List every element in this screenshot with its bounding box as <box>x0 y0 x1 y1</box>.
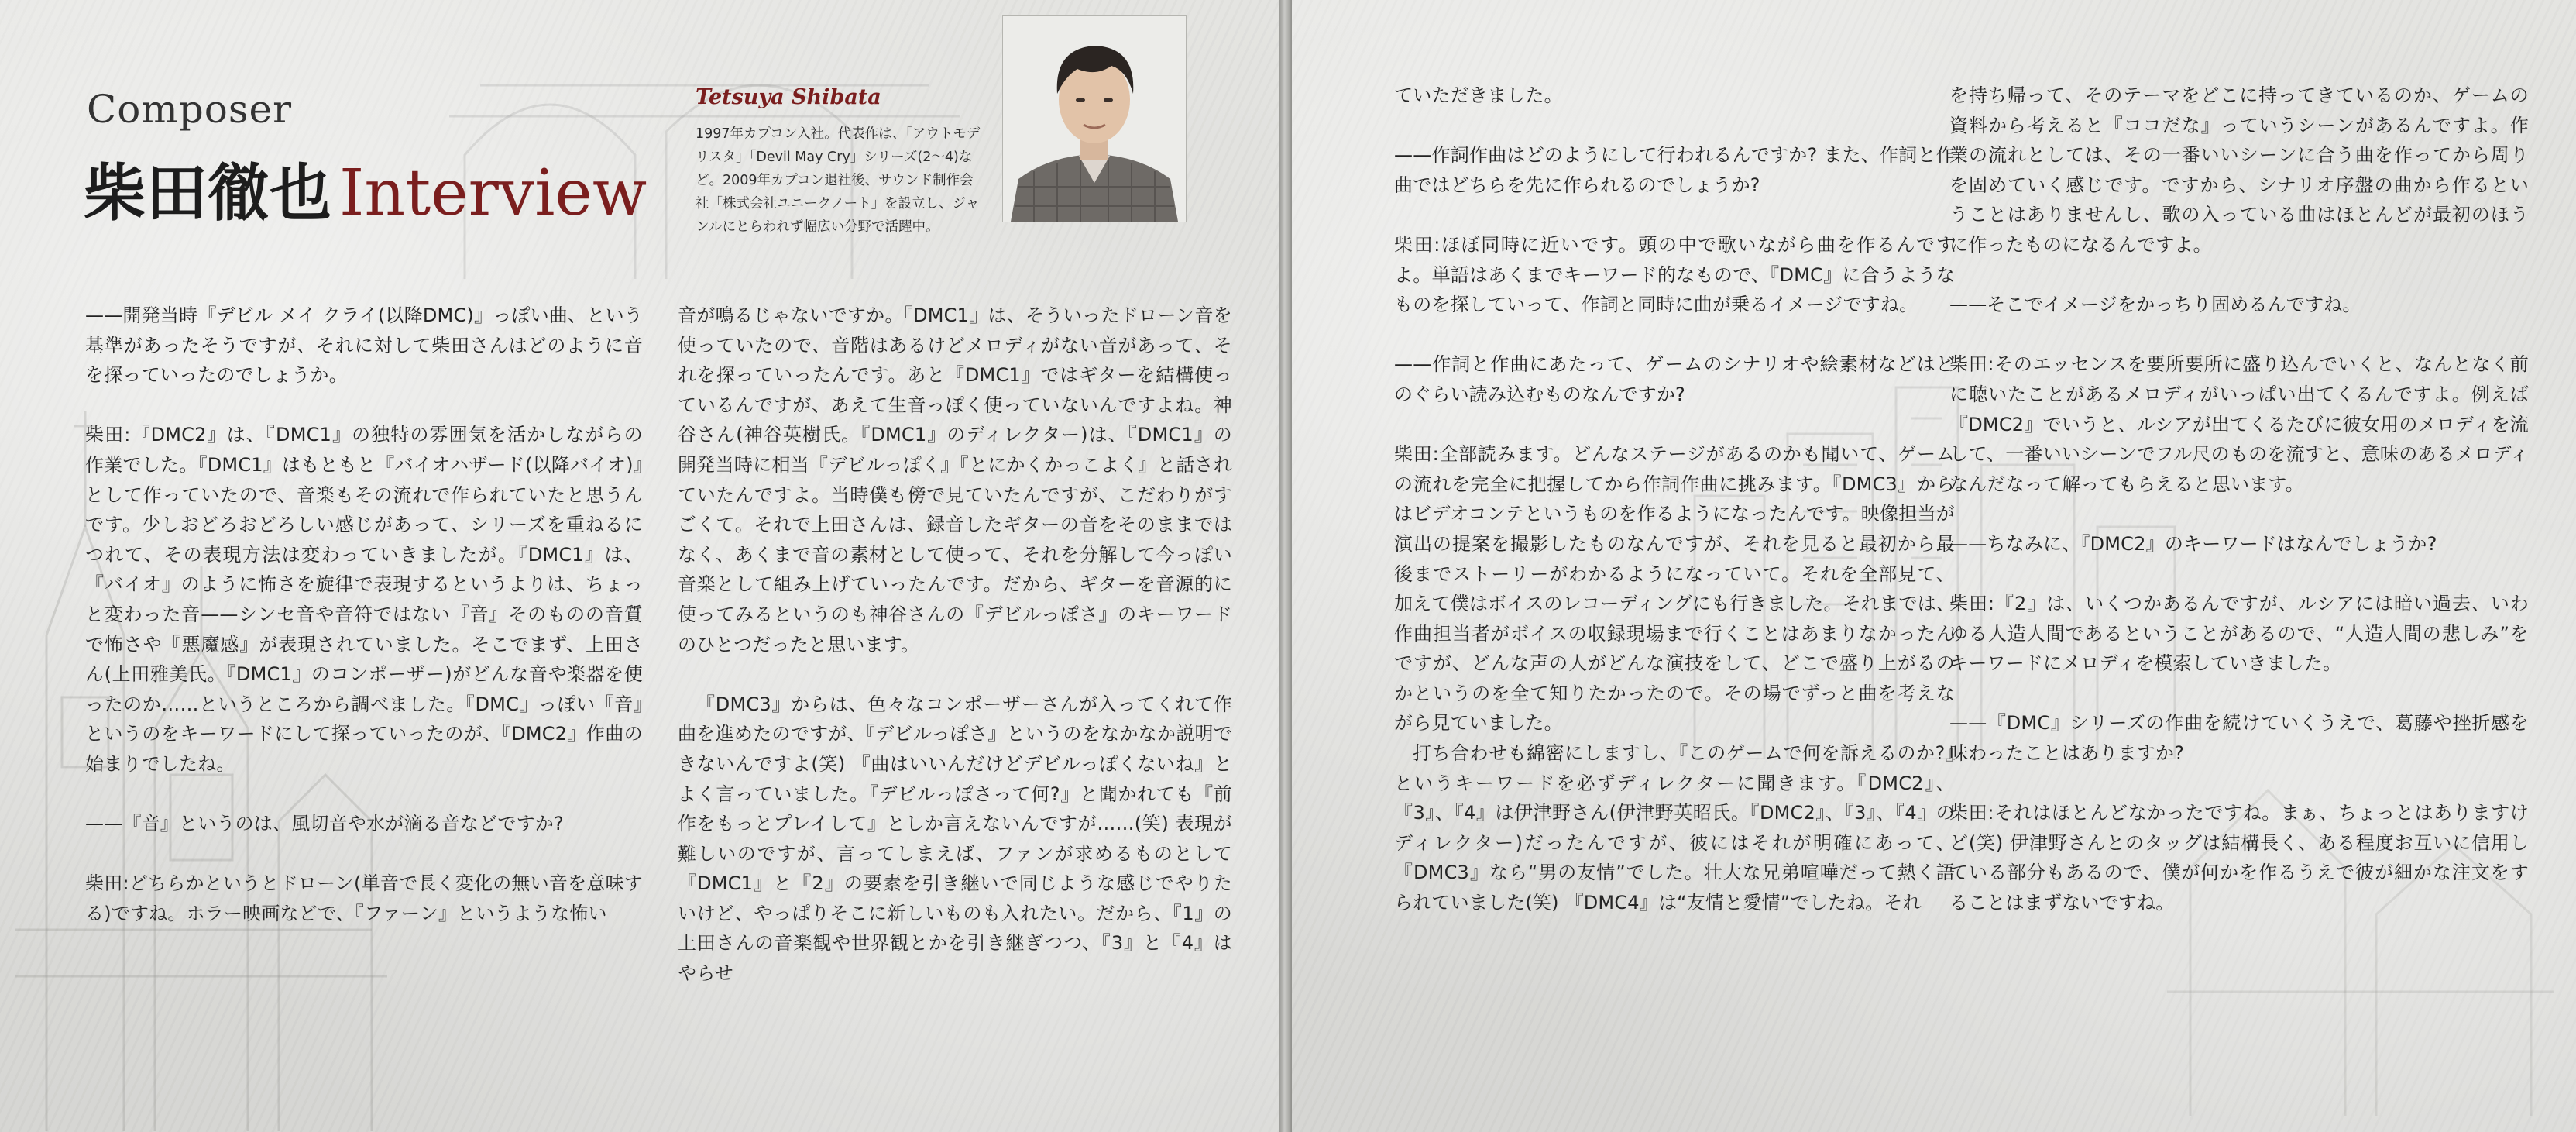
answer-paragraph: ていただきました。 <box>1394 84 1563 106</box>
question-paragraph: ——『DMC』シリーズの作曲を続けていくうえで、葛藤や挫折感を味わったことはありますか? <box>1949 712 2529 765</box>
interview-column-3 <box>1394 81 1955 948</box>
question-paragraph: ——開発当時『デビル メイ クライ(以降DMC)』っぽい曲、という基準があったそうですが、それに対して柴田さんはどのように音を探っていったのでしょうか。 <box>85 305 643 387</box>
question-paragraph: ——ちなみに、『DMC2』のキーワードはなんでしょうか? <box>1949 532 2437 555</box>
right-page <box>1292 0 2576 1132</box>
answer-paragraph: 柴田:ほぼ同時に近いです。頭の中で歌いながら曲を作るんですよ。単語はあくまでキーワード的なもので、『DMC』に合うようなものを探していって、作詞と同時に曲が乗るイメージですね。 <box>1394 233 1955 316</box>
profile-name: Tetsuya Shibata <box>696 85 881 109</box>
interview-column-2 <box>678 301 1232 1018</box>
section-label: Composer <box>87 87 293 132</box>
question-paragraph: ——作詞と作曲にあたって、ゲームのシナリオや絵素材などはどのぐらい読み込むものなんですか? <box>1394 353 1955 405</box>
left-page <box>0 0 1279 1132</box>
page-title <box>84 159 647 229</box>
title-japanese-name: 柴田徹也 <box>84 157 331 229</box>
answer-paragraph: を持ち帰って、そのテーマをどこに持ってきているのか、ゲームの資料から考えると『ココだな』っていうシーンがあるんですよ。作業の流れとしては、その一番いいシーンに合う曲を作ってから周りを固めていく感じです。ですから、シナリオ序盤の曲から作るということはありませんし、歌の入っている曲はほとんどが最初のほうに作ったものになるんですよ。 <box>1949 84 2529 256</box>
question-paragraph: ——『音』というのは、風切音や水が滴る音などですか? <box>85 813 564 835</box>
answer-paragraph: 柴田:『DMC2』は、『DMC1』の独特の雰囲気を活かしながらの作業でした。『DMC1』はもともと『バイオハザード(以降バイオ)』として作っていたので、音楽もその流れで作られていたと思うんです。少しおどろおどろしい感じがあって、シリーズを重ねるにつれて、その表現方法は変わっていきましたが。『DMC1』は、『バイオ』のように怖さを旋律で表現するというよりは、ちょっと変わった音——シンセ音や音符ではない『音』そのものの音質で怖さや『悪魔感』が表現されていました。そこでまず、上田さん(上田雅美氏。『DMC1』のコンポーザー)がどんな音や楽器を使ったのか……というところから調べました。『DMC』っぽい『音』というのをキーワードにして探っていったのが、『DMC2』作曲の始まりでしたね。 <box>85 424 643 775</box>
answer-paragraph: 音が鳴るじゃないですか。『DMC1』は、そういったドローン音を使っていたので、音階はあるけどメロディがない音があって、それを探っていったんです。あと『DMC1』ではギターを結構使っているんですが、あえて生音っぽく使っていないんですよね。神谷さん(神谷英樹氏。『DMC1』のディレクター)は、『DMC1』の開発当時に相当『デビルっぽく』『とにかくかっこよく』と話されていたんですよ。当時僕も傍で見ていたんですが、こだわりがすごくて。それで上田さんは、録音したギターの音をそのままではなく、あくまで音の素材として使って、それを分解して今っぽい音楽として組み上げていったんです。だから、ギターを音源的に使ってみるというのも神谷さんの『デビルっぽさ』のキーワードのひとつだったと思います。 <box>678 305 1232 655</box>
profile-bio: 1997年カプコン入社。代表作は、「アウトモデリスタ」「Devil May Cry」シリーズ(2〜4)など。2009年カプコン退社後、サウンド制作会社「株式会社ユニークノート」を設立し、ジャンルにとらわれず幅広い分野で活躍中。 <box>696 126 981 235</box>
answer-paragraph: 柴田:そのエッセンスを要所要所に盛り込んでいくと、なんとなく前に聴いたことがあるメロディがいっぱい出てくるんですよ。例えば『DMC2』でいうと、ルシアが出てくるたびに彼女用のメロディを流して、一番いいシーンでフル尺のものを流すと、意味のあるメロディなんだなって解ってもらえると思います。 <box>1949 353 2529 495</box>
answer-paragraph: 打ち合わせも綿密にしますし、『このゲームで何を訴えるのか?』というキーワードを必ずディレクターに聞きます。『DMC2』、『3』、『4』は伊津野さん(伊津野英昭氏。『DMC2』、『3』、『4』のディレクター)だったんですが、彼にはそれが明確にあって、『DMC3』なら“男の友情”でした。壮大な兄弟喧嘩だって熱く語られていました(笑) 『DMC4』は“友情と愛情”でしたね。それ <box>1394 742 1955 914</box>
answer-paragraph: 柴田:『2』は、いくつかあるんですが、ルシアには暗い過去、いわゆる人造人間であるということがあるので、“人造人間の悲しみ”をキーワードにメロディを模索していきました。 <box>1949 593 2529 675</box>
answer-paragraph: 柴田:どちらかというとドローン(単音で長く変化の無い音を意味する)ですね。ホラー映画などで、『ファーン』というような怖い <box>85 872 643 924</box>
answer-paragraph: 柴田:全部読みます。どんなステージがあるのかも聞いて、ゲームの流れを完全に把握してから作詞作曲に挑みます。『DMC3』からはビデオコンテというものを作るようになったんです。映像担当が演出の提案を撮影したものなんですが、それを見ると最初から最後までストーリーがわかるようになっていて。それを全部見て、加えて僕はボイスのレコーディングにも行きました。それまでは、作曲担当者がボイスの収録現場まで行くことはあまりなかったんですが、どんな声の人がどんな演技をして、どこで盛り上がるのかというのを全て知りたかったので。その場でずっと曲を考えながら見ていました。 <box>1394 443 1955 735</box>
title-interview: Interview <box>339 157 647 230</box>
question-paragraph: ——そこでイメージをかっちり固めるんですね。 <box>1949 294 2361 316</box>
book-spine <box>1279 0 1292 1132</box>
interview-column-4 <box>1949 81 2529 948</box>
composer-portrait-photo <box>1002 15 1187 222</box>
answer-paragraph: 柴田:それはほとんどなかったですね。まぁ、ちょっとはありますけど(笑) 伊津野さんとのタッグは結構長く、ある程度お互いに信用している部分もあるので、僕が何かを作るうえで彼が細かな注文をすることはまずないですね。 <box>1949 802 2529 914</box>
interview-column-1 <box>85 301 643 958</box>
answer-paragraph: 『DMC3』からは、色々なコンポーザーさんが入ってくれて作曲を進めたのですが、『デビルっぽさ』というのをなかなか説明できないんですよ(笑) 『曲はいいんだけどデビルっぽくないね』とよく言っていました。『デビルっぽさって何?』と聞かれても『前作をもっとプレイして』としか言えないんですが……(笑) 表現が難しいのですが、言ってしまえば、ファンが求めるものとして『DMC1』と『2』の要素を引き継いで同じような感じでやりたいけど、やっぱりそこに新しいものも入れたい。だから、『1』の上田さんの音楽観や世界観とかを引き継ぎつつ、『3』と『4』はやらせ <box>678 693 1232 985</box>
question-paragraph: ——作詞作曲はどのようにして行われるんですか? また、作詞と作曲ではどちらを先に作られるのでしょうか? <box>1394 144 1955 196</box>
portrait-illustration <box>1003 16 1186 222</box>
